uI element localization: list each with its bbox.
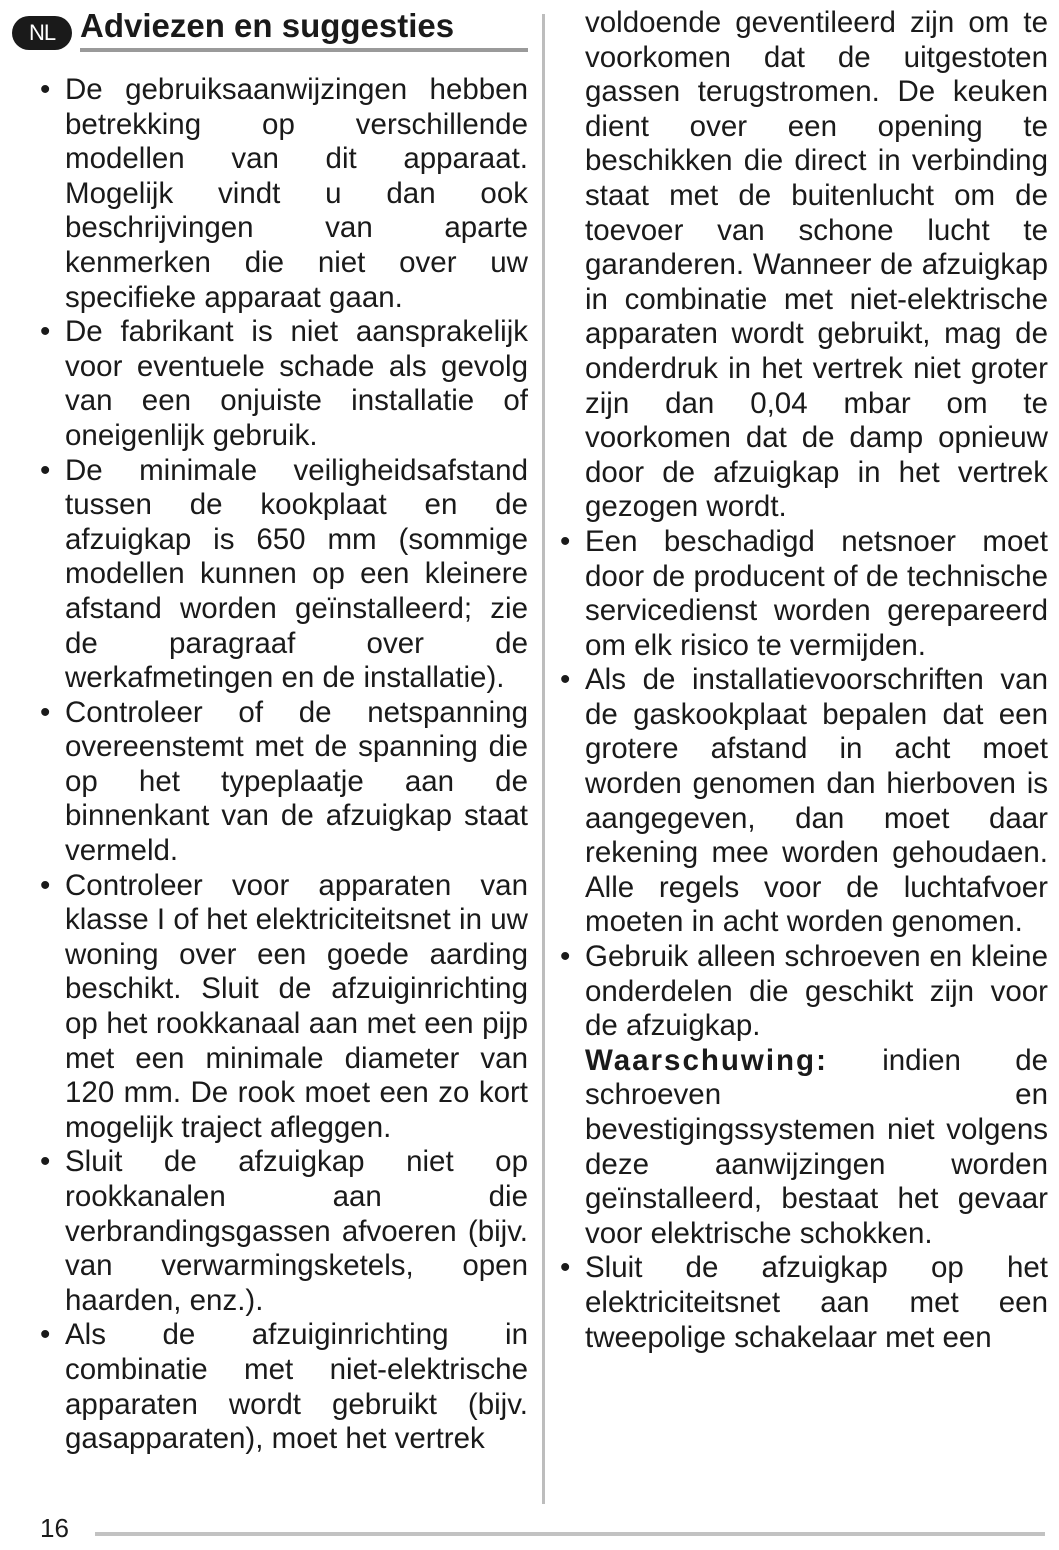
- warning-paragraph: [560, 1044, 1048, 1252]
- list-item-text: De gebruiksaanwijzingen hebben betrekking op verschillende modellen van dit apparaat. Mogelijk vindt u dan ook beschrijvingen van aparte kenmerken die niet over uw specifieke apparaat gaan.: [65, 73, 528, 314]
- list-item-text: Controleer of de netspanning overeenstemt met de spanning die op het typeplaatje aan de binnenkant van de afzuigkap staat vermeld.: [65, 695, 528, 868]
- bullet: •: [560, 524, 571, 558]
- header: [12, 6, 528, 50]
- list-item: [40, 73, 528, 315]
- bullet: •: [40, 315, 51, 349]
- list-item-text: Als de afzuiginrichting in combinatie met niet-elektrische apparaten wordt gebruikt (bijv. gasapparaten), moet het vertrek: [65, 1318, 528, 1456]
- list-item: [40, 869, 528, 1146]
- list-item-text: Sluit de afzuigkap niet op rookkanalen aan die verbrandingsgassen afvoeren (bijv. van verwarmingsketels, open haarden, enz.).: [65, 1145, 528, 1317]
- list-item: [560, 940, 1048, 1044]
- bullet: •: [560, 1251, 571, 1285]
- list-item-text: De fabrikant is niet aansprakelijk voor eventuele schade als gevolg van een onjuiste installatie of oneigenlijk gebruik.: [65, 315, 528, 452]
- list-item: [40, 1145, 528, 1318]
- warning-text: indien de schroeven en bevestigingssystemen niet volgens deze aanwijzingen worden geïnstalleerd, bestaat het gevaar voor elektrische schokken.: [585, 1043, 1049, 1250]
- list-item-text: Gebruik alleen schroeven en kleine onderdelen die geschikt zijn voor de afzuigkap.: [585, 940, 1048, 1043]
- list-item-text: Controleer voor apparaten van klasse I of het elektriciteitsnet in uw woning over een goede aarding beschikt. Sluit de afzuiginrichting op het rookkanaal aan met een pijp met een minimale diameter van 120 mm. De rook moet een zo kort mogelijk traject afleggen.: [65, 868, 528, 1144]
- bullet: •: [40, 695, 51, 729]
- list-item-text: Sluit de afzuigkap op het elektriciteitsnet aan met een tweepolige schakelaar met een: [585, 1251, 1048, 1354]
- list-item-text: De minimale veiligheidsafstand tussen de kookplaat en de afzuigkap is 650 mm (sommige modellen kunnen op een kleinere afstand worden geïnstalleerd; zie de paragraaf over de werkafmetingen en de installatie).: [65, 453, 528, 695]
- list-item: [560, 525, 1048, 663]
- list-item: [40, 1318, 528, 1456]
- page-title: Adviezen en suggesties: [80, 7, 455, 44]
- title-underline: [80, 48, 528, 52]
- list-item: [560, 663, 1048, 940]
- bullet: •: [560, 663, 571, 697]
- right-column: [560, 6, 1048, 1355]
- list-item: [40, 696, 528, 869]
- bullet: •: [40, 73, 51, 106]
- list-item: [560, 1251, 1048, 1355]
- list-item-text: Een beschadigd netsnoer moet door de producent of de technische servicedienst worden gerepareerd om elk risico te vermijden.: [585, 524, 1048, 662]
- bullet: •: [40, 1318, 51, 1352]
- footer-rule: [95, 1532, 1045, 1536]
- continued-paragraph: voldoende geventileerd zijn om te voorkomen dat de uitgestoten gassen terugstromen. De keuken dient over een opening te beschikken die direct in verbinding staat met de buitenlucht om de toevoer van schone lucht te garanderen. Wanneer de afzuigkap in combinatie met niet-elektrische apparaten wordt gebruikt, mag de onderdruk in het vertrek niet groter zijn dan 0,04 mbar om te voorkomen dat de damp opnieuw door de afzuigkap in het vertrek gezogen wordt.: [585, 6, 1048, 524]
- bullet: •: [40, 1145, 51, 1179]
- warning-label: Waarschuwing:: [585, 1043, 828, 1077]
- bullet: •: [40, 453, 51, 487]
- bullet: •: [560, 940, 571, 974]
- column-divider: [542, 14, 545, 1504]
- list-item: [40, 315, 528, 453]
- page-number: 16: [40, 1513, 69, 1543]
- language-badge: NL: [12, 16, 72, 50]
- list-item: [40, 454, 528, 696]
- left-column: [40, 73, 528, 1457]
- bullet: •: [40, 868, 51, 902]
- list-item-text: Als de installatievoorschriften van de gaskookplaat bepalen dat een grotere afstand in acht moet worden genomen dan hierboven is aangegeven, dan moet daar rekening mee worden gehoudaen. Alle regels voor de luchtafvoer moeten in acht worden genomen.: [585, 663, 1048, 939]
